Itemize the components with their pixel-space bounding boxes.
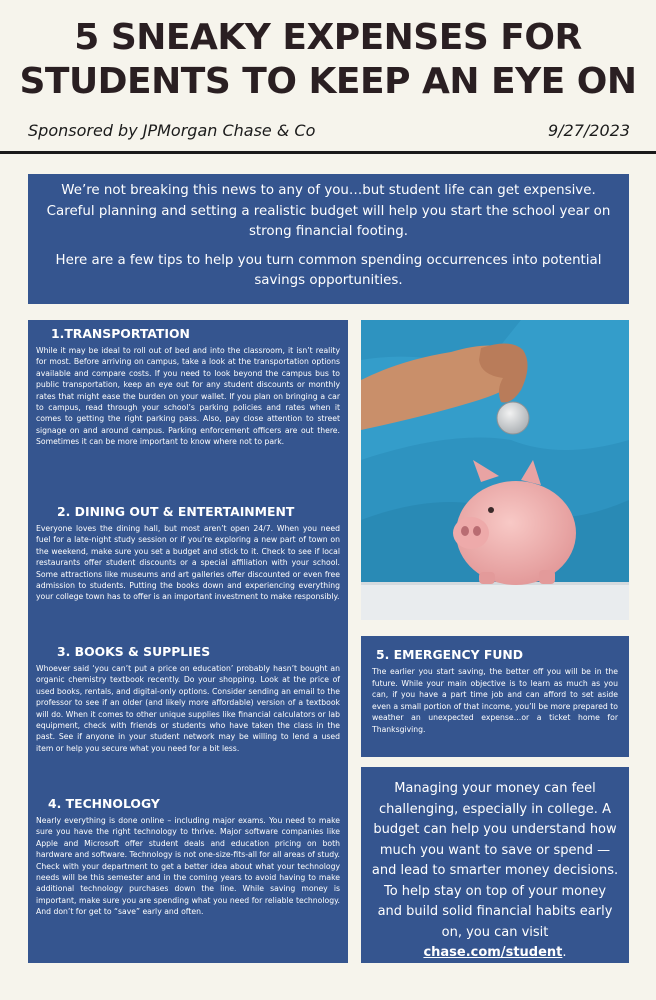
closing-paragraph — [371, 779, 619, 964]
section-number: 1. — [51, 326, 65, 341]
closing-end: . — [562, 945, 567, 960]
page-title — [0, 16, 656, 104]
intro-box — [28, 174, 629, 304]
intro-paragraph-2: Here are a few tips to help you turn common spending occurrences into potential savings opportunities. — [55, 252, 602, 288]
section-transportation — [36, 326, 340, 448]
section-books-supplies — [36, 644, 340, 754]
section-title: DINING OUT & ENTERTAINMENT — [74, 504, 295, 519]
tips-column — [28, 320, 348, 963]
section-heading — [36, 326, 340, 342]
header-divider — [0, 151, 656, 154]
sponsor-line: Sponsored by JPMorgan Chase & Co — [28, 121, 316, 140]
section-technology — [36, 796, 340, 918]
section-heading — [36, 644, 340, 660]
section-body: Nearly everything is done online – including major exams. You need to make sure you have the right technology to thrive. Major software companies like Apple and Microsoft offer student deals and education pricing on both hardware and software. Technology is not one-size-fits-all for all areas of study. Check with your department to get a better idea about what your technology needs will be this semester and in the coming years to avoid having to make additional technology purchases down the line. While saving money is important, make sure you are spending what you need for reliable technology. And don’t for get to “save” early and often. — [36, 816, 340, 917]
emergency-fund-box — [361, 636, 629, 757]
section-title: EMERGENCY FUND — [393, 647, 524, 662]
publish-date: 9/27/2023 — [547, 121, 630, 140]
closing-box — [361, 767, 629, 963]
section-number: 5. — [376, 647, 390, 662]
intro-paragraph-1: We’re not breaking this news to any of you…but student life can get expensive. Careful planning and setting a realistic budget will help you start the school year on strong financial footing. — [46, 183, 611, 239]
section-body: The earlier you start saving, the better off you will be in the future. While your main objective is to learn as much as you can, if you have a part time job and can afford to set aside even a small portion of that income, you’ll be more prepared to weather an unexpected expense…or a ticket home for Thanksgiving. — [372, 667, 618, 734]
section-title: TECHNOLOGY — [65, 796, 160, 811]
section-number: 2. — [57, 504, 71, 519]
title-line-2: STUDENTS TO KEEP AN EYE ON — [19, 61, 637, 102]
chase-student-link[interactable]: chase.com/student — [423, 945, 563, 960]
section-number: 4. — [48, 796, 62, 811]
section-title: TRANSPORTATION — [64, 326, 190, 341]
closing-text: Managing your money can feel challenging, especially in college. A budget can help you understand how much you want to save or spend — and lead to smarter money decisions. To help stay on top of your money and build solid financial habits early on, you can visit — [371, 781, 619, 940]
section-body: While it may be ideal to roll out of bed and into the classroom, it isn’t reality for most. Before arriving on campus, take a look at the transportation options available and compare costs. If you need to look beyond the campus bus to public transportation, keep an eye out for any student discounts or monthly rates that might ease the burden on your wallet. If you plan on bringing a car to campus, read through your school’s parking policies and rates when it comes to getting the right parking pass. Also, pay close attention to street signage on and around campus. Parking enforcement officers are out there. Sometimes it can be more important to know where not to park. — [36, 346, 340, 447]
piggy-bank-photo — [361, 320, 629, 620]
section-body: Everyone loves the dining hall, but most aren’t open 24/7. When you need fuel for a late-night study session or if you’re exploring a new part of town on the weekend, make sure you set a budget and stick to it. Check to see if local restaurants offer student discounts or a special affiliation with your school. Some attractions like museums and art galleries offer discounted or even free admission to students. Putting the books down and experiencing everything your college town has to offer is an important investment to make responsibly. — [36, 524, 340, 602]
section-title: BOOKS & SUPPLIES — [74, 644, 211, 659]
piggy-bank-coin-icon — [361, 320, 629, 620]
section-heading — [376, 647, 618, 663]
section-heading — [36, 504, 340, 520]
section-body: Whoever said ‘you can’t put a price on education’ probably hasn’t bought an organic chemistry textbook recently. Do your shopping. Look at the price of used books, rentals, and digital-only options. Consider sending an email to the professor to see if an older (and likely more affordable) version of a textbook will do. When it comes to other unique supplies like financial calculators or lab equipment, check with friends or students who have taken the class in the past. See if anyone in your student network may be willing to lend a used item or help you secure what you need for a bit less. — [36, 664, 340, 753]
title-line-1: 5 SNEAKY EXPENSES FOR — [74, 17, 582, 58]
section-heading — [36, 796, 340, 812]
section-dining-entertainment — [36, 504, 340, 603]
section-number: 3. — [57, 644, 71, 659]
